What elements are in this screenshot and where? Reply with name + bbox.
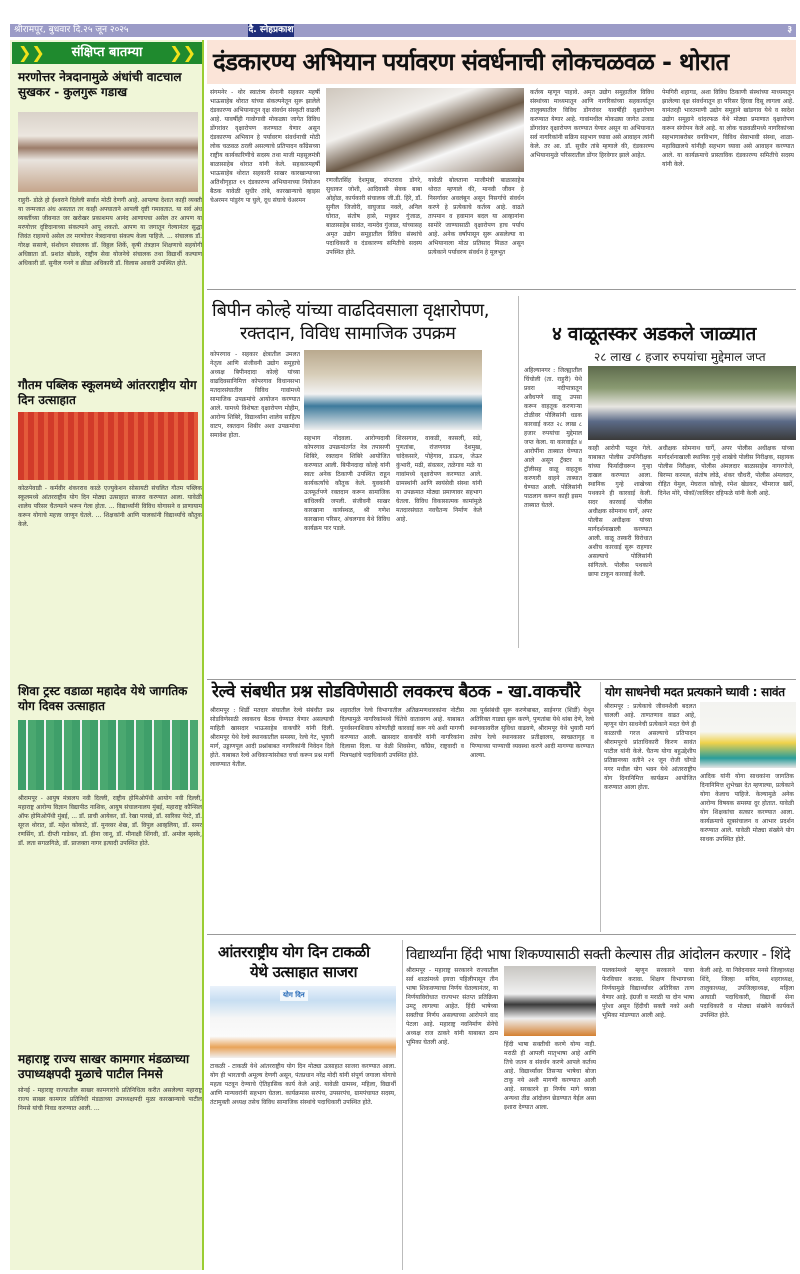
kolhe-headline-line2: रक्तदान, विविध सामाजिक उपक्रम xyxy=(240,323,456,344)
lead-headline: दंडकारण्य अभियान पर्यावरण संवर्धनाची लोकचळवळ - थोरात xyxy=(213,48,729,76)
sand-headline: ४ वाळूतस्कर अडकले जाळ्यात xyxy=(552,323,756,345)
story-body: राहुरी- डोळे हो ईश्वराने दिलेली सर्वात मोठी देणगी आहे. आपल्या देशात काही व्यक्ती या जन्मजात अंध असतात तर काही अपघाताने आपली दृष्टी गमावतात. या सर्व अंध व्यक्तींच्या जीवनात जर खरोखर प्रकाशमय आनंद आणायचा असेल तर आपण या मरणोत्तर दृष्टिदानाच्या संकल्पाने आपू शकतो. आपण या जगातून गेल्यानंतर सुद्धा जिवंत राहायचे असेल तर मरणोत्तर नेत्रदानाचा संकल्प केला पाहिजे. ... संचालक डॉ. गोरक्ष ससाणे, संशोधन संचालक डॉ. विठ्ठल शिर्के, कृषी तंत्रज्ञान शिक्षणाचे सहयोगी अधिष्ठाता डॉ. प्रशांत बोडके, राष्ट्रीय सेवा योजनेचे संचालक तथा विद्यार्थी कल्याण अधिकारी डॉ. सुनील गनगे व क्रीडा अधिकारी डॉ. विलास आवारी उपस्थित होते. xyxy=(18,197,202,267)
hindi-column-3: पालकांमध्ये म्हणून सरकारने याचा फेरविचार करावा. शिक्षण विभागाच्या निर्णयामुळे विद्यार्थ्यांवर अतिरिक्त ताण येणार आहे. इंग्रजी व मराठी या दोन भाषा पुरेशा असून हिंदीची सक्ती नको अशी भूमिका मांडण्यात आली आहे. xyxy=(602,967,694,1019)
kolhe-column-3: शिरसगाव, वाकडी, कासली, सडे, पुणतांबा, रांजणगाव देशमुख, चांदेकसारे, पोहेगाव, डाऊच, जेऊर कुंभारी, मढी, संवत्सर, तळेगाव मळे या गावांमध्ये वृक्षारोपण करण्यात आले. ग्रामस्थांनी आणि स्वयंसेवी संस्था यांनी या उपक्रमात मोठ्या प्रमाणावर सहभाग घेतला. विविध विकासात्मक कामांमुळे मतदारसंघात नवचैतन्य निर्माण केले आहे. xyxy=(396,435,482,523)
column-rule xyxy=(518,296,519,648)
story-body: सोनई - महाराष्ट्र राज्यातील साखर कामगारांचे प्रतिनिधित्व करीत असलेल्या महाराष्ट्र राज्य साखर कामगार प्रतिनिधी मंडळाच्या उपाध्यक्षपदी मुळा कारखान्याचे पाटील निमसे यांची निवड करण्यात आली. ... xyxy=(18,1087,202,1112)
conference-photo xyxy=(18,112,198,192)
chevron-right-icon: ❯❯ xyxy=(18,43,45,62)
lead-column-3: यावेळी बोलताना माजीमंत्री बाळासाहेब थोरात म्हणाले की, मानवी जीवन हे निसर्गावर अवलंबून असून निसर्गाचे संवर्धन करणे हे प्रत्येकाचे कर्तव्य आहे. वाढते तापमान व हवामान बदल या आव्हानांना सामोरे जाण्यासाठी वृक्षारोपण हाच पर्याय आहे. अनेक वर्षांपासून सुरू असलेल्या या अभियानाला मोठा प्रतिसाद मिळत असून प्रत्येकाने पर्यावरण संवर्धन हे मूलभूत xyxy=(428,177,524,256)
sand-column-3: अधीक्षक सोमनाथ घार्गे, अपर पोलीस अधीक्षक यांच्या मार्गदर्शनाखाली स्थानिक गुन्हे शाखेचे पोलीस निरीक्षक, सहायक पोलीस निरीक्षक, पोलीस अंमलदार बाळासाहेब नागरगोजे, बिरप्पा करमल, संतोष लोढे, शंकर चौधरी, पोलीस अंमलदार, रोहित येमुल, मेघराज कोल्हे, रमेश खेडकर, भीमराज खर्से, दिनेश मोरे, पोकॉ/जालिंदर दहिफळे यांनी केली आहे. xyxy=(658,445,794,497)
lead-column-1: संगमनेर - थोर स्वातंत्र्य सेनानी सहकार महर्षी भाऊसाहेब थोरात यांच्या संकल्पनेतून सुरू झालेले दंडकारण्य अभियानातून वृक्ष संवर्धन संस्कृती वाढली आहे. यावर्षीही गावोगावी मोकळ्या जागेत विविध डोंगरांवर वृक्षारोपण करण्यात येणार असून दंडकारण्य अभियान हे पर्यावरण संवर्धनाची मोठी लोक चळवळ ठरली असल्याचे प्रतिपादन काँग्रेसच्या राष्ट्रीय कार्यकारिणीचे सदस्य तथा माजी महसूलमंत्री बाळासाहेब थोरात यांनी केले. सहकारमहर्षी भाऊसाहेब थोरात सहकारी साखर कारखान्याच्या अतिथीगृहात १९ दंडकारण्य अभियानाच्या नियोजन बैठक यावेळी सुधीर तांबे, कारखान्याचे व्हाइस चेअरमन पांडुरंग पा घुले, दूध संघाचे चेअरमन xyxy=(210,89,320,204)
lead-column-2: रणजीतसिंह देशमुख, संपतराव डोंगरे, सुधाकर जोशी, आदिवासी सेवक बाबा ओहोळ, कार्यकारी संचालक जी.डी. हिरे, डॉ. सुनील जिजोरी, वाघुजाड नवले, अनिल घोरात, संतोष हासे, मधुकर गुंजाळ, बाळासाहेब सावंत, नामदेव गुंजाळ, यांच्यासह अमृत उद्योग समूहातील विविध संस्थांचे पदाधिकारी व दंडकारण्य समितीचे सदस्य उपस्थित होते. xyxy=(326,177,422,256)
lead-headline-band xyxy=(207,40,796,84)
location-date: श्रीरामपूर, बुधवार दि.२५ जून २०२५ xyxy=(14,25,129,35)
newspaper-brand: दै. स्नेहप्रकाश xyxy=(248,25,294,35)
column-rule xyxy=(402,940,403,1270)
meeting-photo xyxy=(326,88,524,172)
story-body: श्रीरामपूर - आयुष मंत्रालय नवी दिल्ली, राष्ट्रीय होमिओपॅथी आयोग नवी दिल्ली, महाराष्ट्र आरोग्य विज्ञान विद्यापीठ नाशिक, आयुष संचालनालय मुंबई, महाराष्ट्र कौन्सिल ऑफ होमिओपॅथी मुंबई, ... डॉ. प्राची आयेकर, डॉ. रेखा पारखे, डॉ. सारिका पेरटे, डॉ. सूरज थोरात, डॉ. महेश कोकाटे, डॉ. मुनव्वर शेख, डॉ. विपुल आव्हलिया, डॉ. समर रणसिंग, डॉ. दीप्ती गाडेकर, डॉ. हीना जानू, डॉ. मीनाक्षी शिंगवी, डॉ. अमोल म्हस्के, डॉ. लता सगळगिळे, डॉ. प्राजक्ता नागर इत्यादी उपस्थित होते. xyxy=(18,795,202,847)
story-headline: महाराष्ट्र राज्य साखर कामगार मंडळाच्या उपाध्यक्षपदी मुळाचे पाटील निमसे xyxy=(18,1052,190,1081)
sawant-column-1: श्रीरामपूर : प्रत्येकाचे जीवनशैली बदलत चालली आहे. ताणतणाव वाढत आहे, म्हणून योग साधनेची प्रत्येकाने मदत घेणे ही काळाची गरज असल्याचे प्रतिपादन श्रीरामपूरचे प्रांताधिकारी किरण सावंत पाटील यांनी केले. चैतन्य योगा बहुउद्देशीय प्रतिष्ठानच्या वतीने २१ जून रोजी घोंगडे नगर मधील योग भवन येथे आंतरराष्ट्रीय योग दिनानिमित्त कार्यक्रम आयोजित करण्यात आला होता. xyxy=(604,703,696,791)
hindi-column-1: श्रीरामपूर - महाराष्ट्र सरकारने राज्यातील सर्व शाळांमध्ये इयत्ता पहिलीपासून तीन भाषा शिकवण्याचा निर्णय घेतल्यानंतर, या निर्णयाविरोधात राज्यभर संतप्त प्रतिक्रिया उमटू लागल्या आहेत. हिंदी भाषेच्या सक्तीचा निर्णय असल्याच्या आरोपाने वाद पेटला आहे. महाराष्ट्र नवनिर्माण सेनेचे अध्यक्ष राज ठाकरे यांनी याबाबत ठाम भूमिका घेतली आहे. xyxy=(406,967,498,1046)
takli-yoga-day-photo xyxy=(210,986,396,1058)
takli-headline-line2: येथे उत्साहात साजरा xyxy=(250,963,358,981)
railway-column-3: त्या पुर्वसंबंधी सुरू करणेबाबत, साईनगर (शिर्डी) येथून अतिरिक्त गाड्या सुरू करणे, पुणतांबा येथे थांबा देणे, रेल्वे स्थानकावरील सुविधा वाढवणे, श्रीरामपूर येथे भुयारी मार्ग तसेच रेल्वे स्थानकावर प्रतीक्षालय, स्वच्छतागृह व पिण्याच्या पाण्याची व्यवस्था करणे आदी मागण्या करण्यात आल्या. xyxy=(470,707,594,759)
sawant-column-2: आदिक यांनी योगा साधकांना जागतिक दिनानिमित्त शुभेच्छा देत म्हणाल्या, प्रत्येकाने योगा केलाच पाहिजे. केल्यामुळे अनेक आरोग्य विषयक समस्या दूर होतात. यावेळी योग शिक्षकांचा सत्कार करण्यात आला. कार्यक्रमाचे सूत्रसंचालन व आभार प्रदर्शन करण्यात आले. यावेळी मोठ्या संख्येने योग साधक उपस्थित होते. xyxy=(700,773,794,843)
banner-title: संक्षिप्त बातम्या xyxy=(71,45,143,60)
chevron-right-icon: ❯❯ xyxy=(169,43,196,62)
brief-news-sidebar xyxy=(10,40,204,1270)
sawant-headline: योग साधनेची मदत प्रत्यकाने घ्यावी : सावंत xyxy=(605,685,785,699)
divider xyxy=(207,934,796,935)
yoga-day-banner-text: योग दिन xyxy=(280,990,308,1001)
takli-body: टाकळी - टाकळी येथे आंतरराष्ट्रीय योग दिन मोठ्या उत्साहात साजरा करण्यात आला. योग ही भारताची अमूल्य देणगी असून, पंतप्रधान नरेंद्र मोदी यांनी संपूर्ण जगाला योगाचे महत्व पटवून देण्याचे ऐतिहासिक कार्य केले आहे. यावेळी ग्रामस्थ, महिला, विद्यार्थी आणि मान्यवरांनी सहभाग घेतला. कार्यक्रमास सरपंच, उपसरपंच, ग्रामपंचायत सदस्य, तंटामुक्ती अध्यक्ष तसेच विविध सामाजिक संस्थांचे पदाधिकारी उपस्थित होते. xyxy=(210,1063,396,1106)
column-rule xyxy=(600,682,601,932)
masthead xyxy=(10,24,796,37)
yoga-students-photo xyxy=(18,412,198,480)
takli-headline-line1: आंतरराष्ट्रीय योग दिन टाकळी xyxy=(218,943,370,961)
railway-column-2: शहरातील रेल्वे विभागातील अतिक्रमणधारकांना नोटीस दिल्यामुळे नागरिकांमध्ये चिंतेचे वातावरण आहे. याबाबत पुनर्वसनाशिवाय कोणतीही कारवाई करू नये अशी मागणी करण्यात आली. खासदार वाकचौरे यांनी नागरिकांना दिलासा दिला. या वेळी शिवसेना, काँग्रेस, राष्ट्रवादी व मित्रपक्षांचे पदाधिकारी उपस्थित होते. xyxy=(340,707,464,759)
kolhe-group-photo xyxy=(304,350,482,430)
hindi-column-2: हिंदी भाषा सक्तीची करणे योग्य नाही. मराठी ही आपली मातृभाषा आहे आणि तिचे जतन व संवर्धन करणे आपले कर्तव्य आहे. विद्यार्थ्यांवर तिसऱ्या भाषेचा बोजा टाकू नये अशी मागणी करण्यात आली आहे. सरकारने हा निर्णय मागे घ्यावा अन्यथा तीव्र आंदोलन छेडण्यात येईल असा इशारा देण्यात आला. xyxy=(504,1041,596,1111)
kolhe-column-1: कोपरगाव - सहकार क्षेत्रातील उमलत नेतृत्व आणि संजीवनी उद्योग समूहाचे अध्यक्ष बिपीनदादा कोल्हे यांच्या वाढदिवसानिमित्त कोपरगाव विधानसभा मतदारसंघातील विविध गावांमध्ये सामाजिक उपक्रमांचे आयोजन करण्यात आले. यामध्ये विशेषतः वृक्षारोपण मोहीम, आरोग्य शिबिरे, विद्यार्थ्यांना शालेय साहित्य वाटप, रक्तदान शिबीर अशा उपक्रमांचा समावेश होता. xyxy=(210,351,300,439)
brief-news-banner xyxy=(12,42,202,64)
hindi-column-4: केली आहे. या निवेदनावर मनसे जिल्हाध्यक्ष शिंदे, जिल्हा सचिव, शहराध्यक्ष, तालुकाध्यक्ष, उपजिल्हाध्यक्ष, महिला आघाडी पदाधिकारी, विद्यार्थी सेना पदाधिकारी व मोठ्या संख्येने कार्यकर्ते उपस्थित होते. xyxy=(700,967,794,1019)
story-headline: मरणोत्तर नेत्रदानामुळे अंधांची वाटचाल सुखकर - कुलगुरू गडाख xyxy=(18,70,182,99)
yoga-ground-photo xyxy=(18,720,198,790)
lead-column-5: पेमगिरी शहागड, अशा विविध ठिकाणी संस्थांच्या माध्यमातून झालेल्या वृक्ष संवर्धनातून हा परिसर हिरवा दिसू लागला आहे. यानंतरही भारतमाणी उद्योग समूहाने खांडगाव येथे व स्वदेश उद्योग समूहाने धांदरफळ येथे मोठ्या प्रमाणात वृक्षारोपण करून संगोपन केले आहे. या लोक चळवळीमध्ये नागरिकांच्या सहभागाबरोबर वनविभाग, विविध सेवाभावी संस्था, शाळा-महाविद्यालये यांनीही सहभाग घ्यावा असे आवाहन करण्यात आले. या कार्यक्रमाचे प्रास्ताविक दंडकारण्य समितीचे सदस्य यांनी केले. xyxy=(662,89,794,168)
protest-group-photo xyxy=(504,966,596,1036)
sand-subheadline: २८ लाख ८ हजार रुपयांचा मुद्देमाल जप्त xyxy=(594,350,766,364)
hindi-headline: विद्यार्थ्यांना हिंदी भाषा शिकण्यासाठी सक्ती केल्यास तीव्र आंदोलन करणार - शिंदे xyxy=(406,947,791,963)
yoga-hall-photo xyxy=(700,702,796,768)
divider xyxy=(207,289,796,290)
lead-column-4: कर्तव्य म्हणून पाहावे. अमृत उद्योग समूहातील विविध संस्थांच्या माध्यमातून आणि नागरिकांच्या सहकार्यातून तालुक्यातील विविध डोंगरांवर यावर्षीही वृक्षारोपण करण्यात येणार आहे. गावांमधील मोकळ्या जागेत उजाड डोंगरांवर वृक्षारोपण करण्यात येणार असून या अभियानात सर्व नागरिकांनी सक्रिय सहभाग घ्यावा असे आवाहन त्यांनी केले. तर आ. डॉ. सुधीर तांबे म्हणाले की, दंडकारण्य अभियानामुळे परिसरातील डोंगर हिरवेगार झाले आहेत. xyxy=(530,89,654,159)
railway-column-1: श्रीरामपूर : शिर्डी मतदार संघातील रेल्वे संबंधीत प्रश्न सोडविणेसाठी लवकरच बैठक घेण्यात येणार असल्याची माहिती खासदार भाऊसाहेब वाकचौरे यांनी दिली. श्रीरामपूर येथे रेल्वे स्थानकातील समस्या, रेल्वे गेट, भुयारी मार्ग, उड्डाणपूल आदी प्रश्नांबाबत नागरिकांनी निवेदन दिले होते. याबाबत रेल्वे अधिकाऱ्यांसोबत चर्चा करून प्रश्न मार्गी लावण्यात येतील. xyxy=(210,707,334,768)
page-number: ३ xyxy=(787,25,792,35)
story-body: कोळपेवाडी - कर्मवीर शंकरराव काळे एज्युकेशन सोसायटी संचलित गौतम पब्लिक स्कूलमध्ये आंतरराष्ट्रीय योग दिन मोठ्या उत्साहात साजरा करण्यात आला. यावेळी शालेय परिसर चैतन्याने भरून गेला होता. ... विद्यार्थ्यांनी विविध योगासने व प्राणायाम करून योगाचे महत्त्व जाणून घेतले. ... शिक्षकांनी आणि पालकांनी विद्यार्थ्यांचे कौतुक केले. xyxy=(18,485,202,528)
sand-column-2: काही आरोपी पळून गेले. याबाबत पोलीस उपनिरीक्षक यांच्या फिर्यादीवरून गुन्हा दाखल करण्यात आला. स्थानिक गुन्हे शाखेच्या पथकाने ही कारवाई केली. सदर कारवाई पोलीस अधीक्षक सोमनाथ घार्गे, अपर पोलीस अधीक्षक यांच्या मार्गदर्शनाखाली करण्यात आली. वाळू तस्करी विरोधात अशीच कारवाई सुरू राहणार असल्याचे पोलिसांनी सांगितले. पोलीस पथकाने छापा टाकून कारवाई केली. xyxy=(588,445,652,578)
kolhe-column-2: सहभाग नोंदवला. आरोग्यदायी कोपरगाव उपक्रमांतर्गत नेत्र तपासणी शिबिरे, रक्तदान शिबिरे आयोजित करण्यात आली. बिपीनदादा कोल्हे यांनी स्वतः अनेक ठिकाणी उपस्थित राहून कार्यकर्त्यांचे कौतुक केले. युवकांनी उत्स्फूर्तपणे रक्तदान करून सामाजिक बांधिलकी जपली. संजीवनी साखर कारखाना कार्यस्थळ, श्री गणेश कारखाना परिसर, अंचलगाव येथे विविध कार्यक्रम पार पडले. xyxy=(304,435,390,532)
story-headline: गौतम पब्लिक स्कूलमध्ये आंतरराष्ट्रीय योग दिन उत्साहात xyxy=(18,378,197,407)
story-headline: शिवा ट्रस्ट वडाळा महादेव येथे जागतिक योग दिवस उत्साहात xyxy=(18,684,188,713)
police-group-photo xyxy=(588,366,796,440)
divider xyxy=(207,679,796,680)
kolhe-headline-line1: बिपीन कोल्हे यांच्या वाढदिवसाला वृक्षारोपण, xyxy=(212,300,490,321)
sand-column-1: अहिल्यानगर : जिल्ह्यातील चिंचोली (ता. राहुरी) येथे प्रवरा नदीपात्रातून अवैधपणे वाळू उपसा करून वाहतूक करणाऱ्या टोळीवर पोलिसांनी धडक कारवाई करत २८ लाख ८ हजार रुपयांचा मुद्देमाल जप्त केला. या कारवाईत ४ आरोपींना ताब्यात घेण्यात आले असून ट्रॅक्टर व ट्रॉलीसह वाळू वाहतूक करणारी वाहने ताब्यात घेण्यात आली. पोलिसांनी पाठलाग करून काही इसम ताब्यात घेतले. xyxy=(524,367,582,509)
railway-headline: रेल्वे संबधीत प्रश्न सोडविणेसाठी लवकरच बैठक - खा.वाकचौरे xyxy=(212,682,581,702)
